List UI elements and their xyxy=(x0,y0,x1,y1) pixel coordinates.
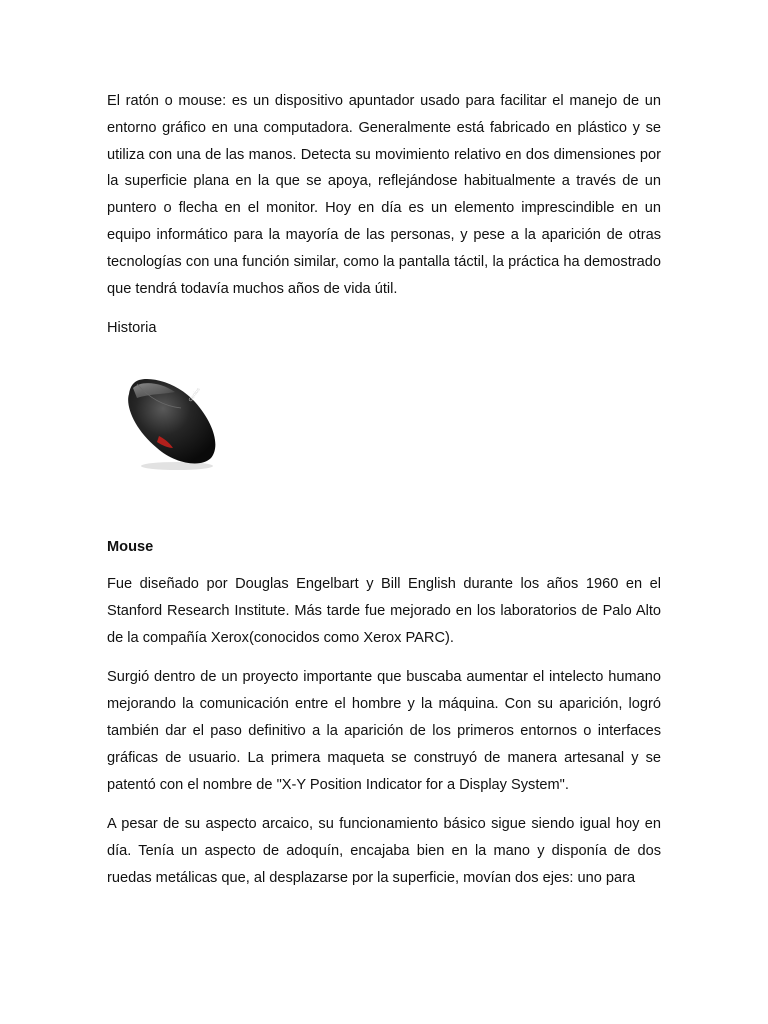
mouse-illustration xyxy=(119,372,239,472)
mouse-photo xyxy=(119,372,239,472)
mouse-paragraph-3: A pesar de su aspecto arcaico, su funcionamiento básico sigue siendo igual hoy en día. Tenía un aspecto de adoquín, encajaba bien en la mano y disponía de dos ruedas metálicas que, al desplazarse por la superficie, movían dos ejes: uno para xyxy=(107,816,661,886)
mouse-paragraph-2: Surgió dentro de un proyecto importante que buscaba aumentar el intelecto humano mejorando la comunicación entre el hombre y la máquina. Con su aparición, logró también dar el paso definitivo a la aparición de los primeros entornos o interfaces gráficas de usuario. La primera maqueta se construyó de manera artesanal y se patentó con el nombre de "X-Y Position Indicator for a Display System". xyxy=(107,669,661,793)
mouse-brand-logo: Genius xyxy=(187,386,202,404)
mouse-heading: Mouse xyxy=(107,539,154,556)
document-page xyxy=(107,88,661,905)
mouse-paragraph-1: Fue diseñado por Douglas Engelbart y Bill English durante los años 1960 en el Stanford Research Institute. Más tarde fue mejorado en los laboratorios de Palo Alto de la compañía Xerox(conocidos como Xerox PARC). xyxy=(107,575,661,646)
mouse-shadow xyxy=(141,462,213,470)
historia-heading: Historia xyxy=(107,320,157,337)
intro-paragraph: El ratón o mouse: es un dispositivo apuntador usado para facilitar el manejo de un entorno gráfico en una computadora. Generalmente está fabricado en plástico y se utiliza con una de las manos. Detecta su movimiento relativo en dos dimensiones por la superficie plana en la que se apoya, reflejándose habitualmente a través de un puntero o flecha en el monitor. Hoy en día es un elemento imprescindible en un equipo informático para la mayoría de las personas, y pese a la aparición de otras tecnologías con una función similar, como la pantalla táctil, la práctica ha demostrado que tendrá todavía muchos años de vida útil. xyxy=(107,93,661,297)
